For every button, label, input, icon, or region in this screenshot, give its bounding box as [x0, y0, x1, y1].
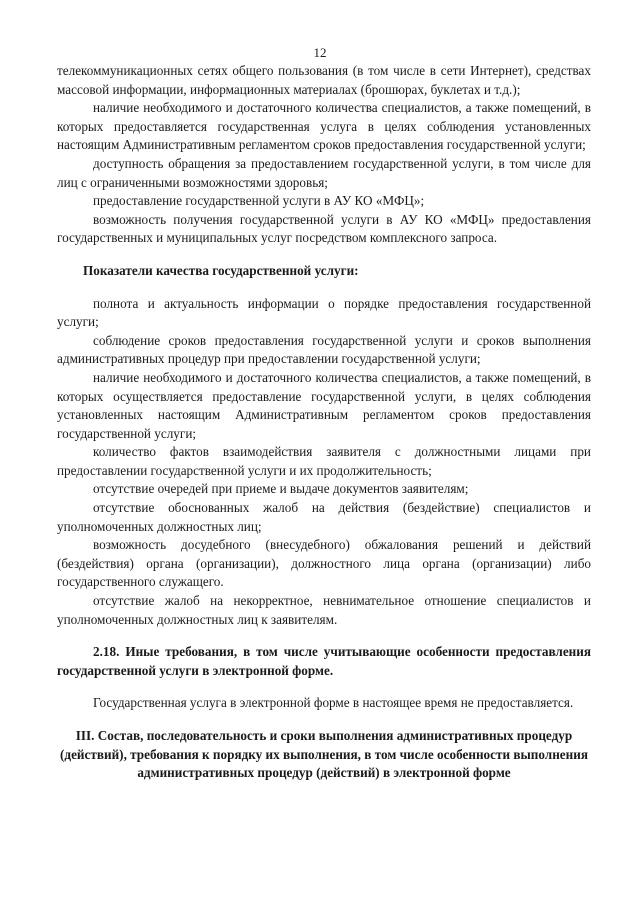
quality-item-deadlines: соблюдение сроков предоставления государственной услуги и сроков выполнения административных процедур при предоставлении государственной услуги; [57, 332, 591, 367]
quality-item-appeal: возможность досудебного (внесудебного) обжалования решений и действий (бездействия) органа (организации), должностного лица органа (организации) либо государственного служащего. [57, 537, 591, 590]
quality-heading: Показатели качества государственной услуги: [83, 262, 359, 278]
section-218-text: Государственная услуга в электронной форме в настоящее время не предоставляется. [93, 695, 574, 711]
paragraph-mfc: предоставление государственной услуги в АУ КО «МФЦ»; [93, 193, 425, 209]
quality-item-specialists: наличие необходимого и достаточного количества специалистов, а также помещений, в которых осуществляется предоставление государственной услуги, в целях соблюдения установленных настоящим Административным регламентом сроков предоставления государственной услуги; [57, 369, 591, 441]
quality-item-queues: отсутствие очередей при приеме и выдаче документов заявителям; [93, 481, 469, 497]
page-body [57, 62, 591, 783]
paragraph-telecom: телекоммуникационных сетях общего пользования (в том числе в сети Интернет), средствах массовой информации, информационных материалах (брошюрах, буклетах и т.д.); [57, 63, 591, 97]
paragraph-complex-request: возможность получения государственной услуги в АУ КО «МФЦ» предоставления государственных и муниципальных услуг посредством комплексного запроса. [57, 211, 591, 246]
quality-item-complaints: отсутствие обоснованных жалоб на действия (бездействие) специалистов и уполномоченных должностных лиц; [57, 500, 591, 534]
quality-item-interactions: количество фактов взаимодействия заявителя с должностными лицами при предоставлении государственной услуги и их продолжительность; [57, 444, 591, 478]
paragraph-specialists: наличие необходимого и достаточного количества специалистов, а также помещений, в которых предоставляется государственная услуга в целях соблюдения установленных настоящим Административным регламентом сроков предоставления государственной услуги; [57, 100, 591, 153]
quality-item-completeness: полнота и актуальность информации о порядке предоставления государственной услуги; [57, 295, 591, 330]
section-3-heading: III. Состав, последовательность и сроки выполнения административных процедур (действий), требования к порядку их выполнения, в том числе особенности выполнения административных процедур (действий) в электронной форме [60, 728, 588, 781]
quality-item-attitude: отсутствие жалоб на некорректное, невнимательное отношение специалистов и уполномоченных должностных лиц к заявителям. [57, 593, 591, 627]
paragraph-accessibility: доступность обращения за предоставлением государственной услуги, в том числе для лиц с ограниченными возможностями здоровья; [57, 155, 591, 190]
page-number: 12 [313, 45, 327, 60]
section-218-heading: 2.18. Иные требования, в том числе учитывающие особенности предоставления государственной услуги в электронной форме. [57, 644, 591, 678]
